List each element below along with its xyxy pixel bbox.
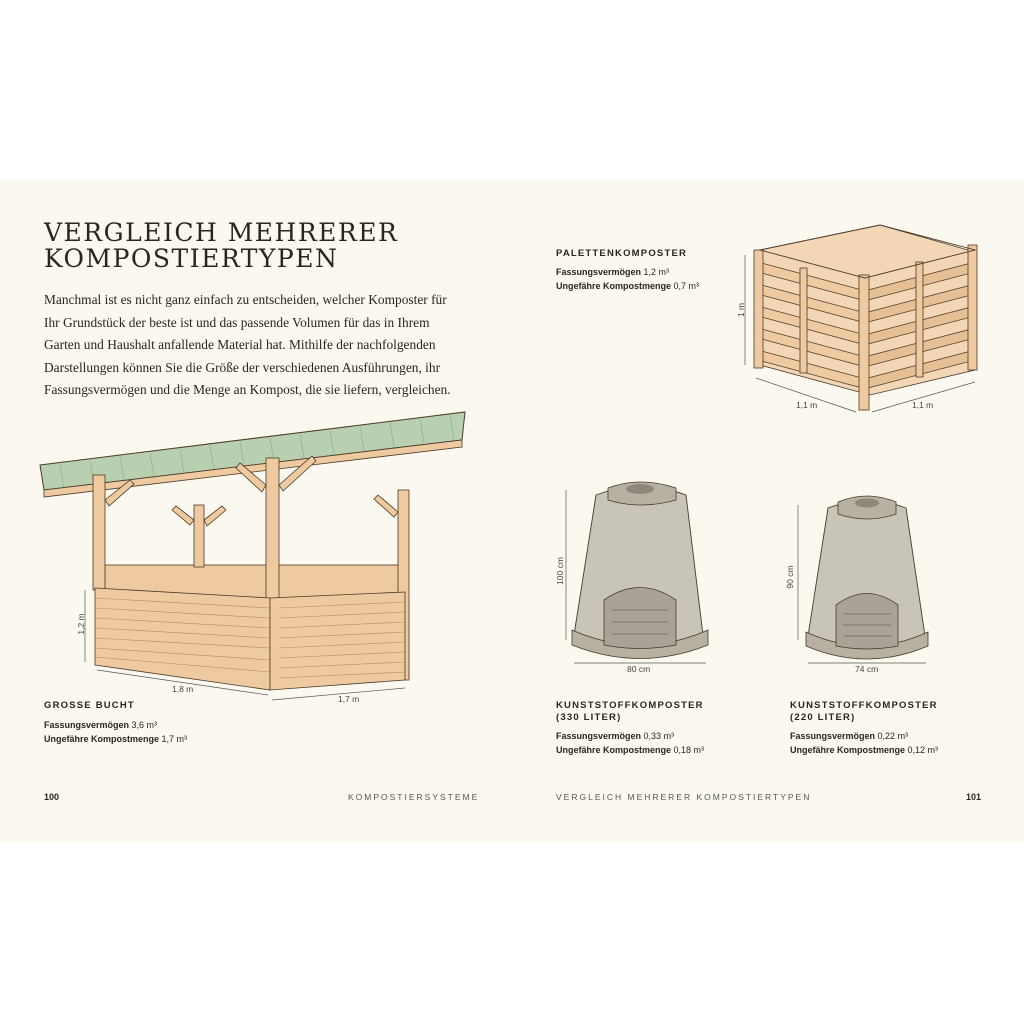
kunststoff-330-heading-1: KUNSTSTOFFKOMPOSTER <box>556 700 704 711</box>
running-head-right: VERGLEICH MEHRERER KOMPOSTIERTYPEN <box>556 792 812 802</box>
grosse-bucht-depth-label: 1,7 m <box>338 694 360 704</box>
title-line-2: KOMPOSTIERTYPEN <box>44 244 339 273</box>
kunststoff-220-width-label: 74 cm <box>855 664 879 674</box>
kunststoff-220-heading-1: KUNSTSTOFFKOMPOSTER <box>790 700 938 711</box>
yield-label: Ungefähre Kompostmenge <box>44 734 160 744</box>
grosse-bucht-heading: GROSSE BUCHT <box>44 700 135 711</box>
page-number-right: 101 <box>966 792 982 802</box>
kunststoff-220-caption <box>790 700 938 757</box>
yield-value: 0,7 m³ <box>673 281 700 291</box>
capacity-value: 3,6 m³ <box>131 720 158 730</box>
paletten-left-label: 1,1 m <box>796 400 818 410</box>
capacity-value: 1,2 m³ <box>643 267 670 277</box>
kunststoff-330-height-label: 100 cm <box>555 557 565 585</box>
running-head-left: KOMPOSTIERSYSTEME <box>348 792 480 802</box>
kunststoff-330-heading-2: (330 LITER) <box>556 712 622 723</box>
paletten-heading: PALETTENKOMPOSTER <box>556 248 688 259</box>
grosse-bucht-height-label: 1,2 m <box>76 613 86 635</box>
paletten-height-label: 1 m <box>736 302 746 318</box>
kunststoff-330-width-label: 80 cm <box>627 664 651 674</box>
kunststoff-220-yield-row <box>790 743 938 757</box>
intro-paragraph: Manchmal ist es nicht ganz einfach zu entscheiden, welcher Komposter für Ihr Grundstück der beste ist und das passende Volumen für das in Ihrem Garten und Haushalt anfallende Material hat. Mithilfe der nachfolgenden Darstellungen können Sie die Größe der verschiedenen Ausführungen, ihr Fassungsvermögen und die Menge an Kompost, die sie liefern, vergleichen. <box>44 292 451 397</box>
title-line-1: VERGLEICH MEHRERER <box>44 218 399 247</box>
yield-value: 0,18 m³ <box>673 745 705 755</box>
kunststoff-220-heading-2: (220 LITER) <box>790 712 856 723</box>
yield-label: Ungefähre Kompostmenge <box>790 745 906 755</box>
yield-value: 0,12 m³ <box>907 745 939 755</box>
capacity-label: Fassungsvermögen <box>556 267 642 277</box>
paletten-right-label: 1,1 m <box>912 400 934 410</box>
capacity-label: Fassungsvermögen <box>790 731 876 741</box>
yield-value: 1,7 m³ <box>161 734 188 744</box>
grosse-bucht-length-label: 1,8 m <box>172 684 194 694</box>
capacity-value: 0,22 m³ <box>877 731 909 741</box>
yield-label: Ungefähre Kompostmenge <box>556 745 672 755</box>
capacity-value: 0,33 m³ <box>643 731 675 741</box>
capacity-label: Fassungsvermögen <box>556 731 642 741</box>
yield-label: Ungefähre Kompostmenge <box>556 281 672 291</box>
kunststoff-220-capacity-row <box>790 729 938 743</box>
kunststoff-220-height-label: 90 cm <box>785 565 795 589</box>
capacity-label: Fassungsvermögen <box>44 720 130 730</box>
page-number-left: 100 <box>44 792 60 802</box>
